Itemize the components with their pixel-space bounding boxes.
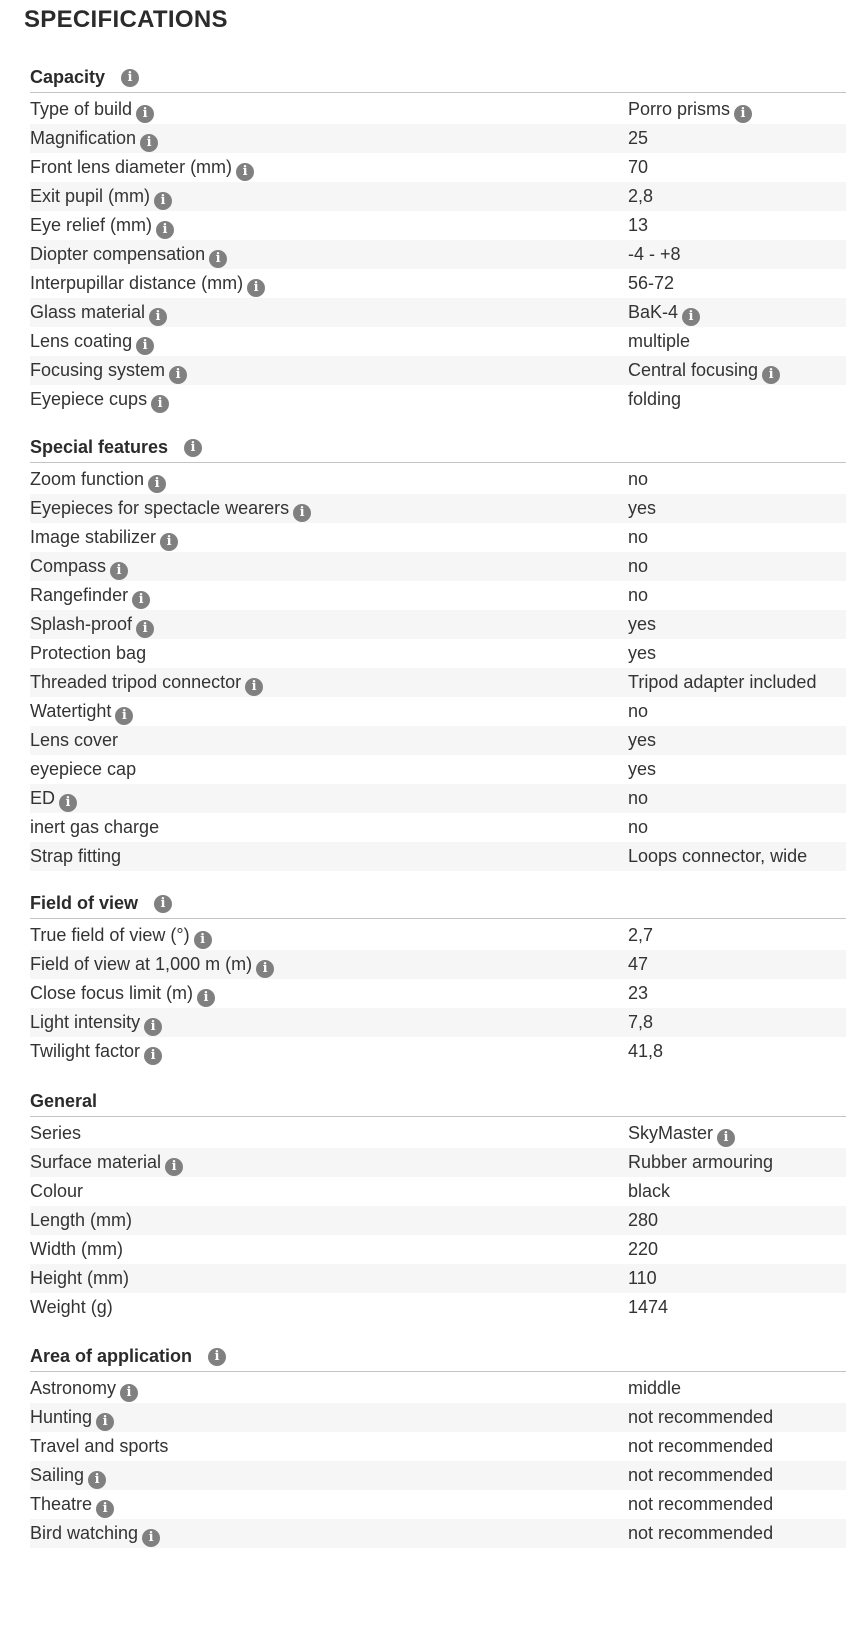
spec-value [628, 983, 648, 1004]
spec-label-text: Astronomy [30, 1378, 117, 1398]
spec-label [30, 1378, 138, 1402]
spec-label-text: Twilight factor [30, 1041, 141, 1061]
spec-value [628, 128, 648, 149]
info-icon[interactable] [142, 1529, 160, 1547]
info-icon[interactable] [154, 895, 172, 913]
spec-row [30, 1293, 846, 1322]
spec-label [30, 1181, 83, 1202]
spec-value-text: not recommended [628, 1436, 774, 1456]
spec-value-text: -4 - +8 [628, 244, 681, 264]
info-icon[interactable] [184, 439, 202, 457]
spec-label [30, 1407, 114, 1431]
spec-value-text: black [628, 1181, 671, 1201]
spec-row [30, 697, 846, 726]
spec-label [30, 186, 172, 210]
spec-label [30, 1494, 114, 1518]
spec-row [30, 465, 846, 494]
info-icon[interactable] [144, 1047, 162, 1065]
spec-value-text: Rubber armouring [628, 1152, 774, 1172]
spec-label-text: Magnification [30, 128, 137, 148]
info-icon[interactable] [245, 678, 263, 696]
spec-row [30, 494, 846, 523]
spec-value [628, 498, 656, 519]
spec-row [30, 240, 846, 269]
spec-row [30, 269, 846, 298]
spec-label-text: Front lens diameter (mm) [30, 157, 233, 177]
spec-value-text: 2,8 [628, 186, 654, 206]
spec-value-text: not recommended [628, 1494, 774, 1514]
spec-value-text: middle [628, 1378, 682, 1398]
spec-value [628, 1268, 657, 1289]
spec-label-text: Watertight [30, 701, 112, 721]
spec-value-text: 23 [628, 983, 649, 1003]
spec-label [30, 469, 166, 493]
spec-value-text: no [628, 585, 649, 605]
spec-value-text: 7,8 [628, 1012, 654, 1032]
info-icon[interactable] [110, 562, 128, 580]
spec-row [30, 610, 846, 639]
spec-label-text: Protection bag [30, 643, 147, 663]
spec-value-text: Loops connector, wide [628, 846, 808, 866]
spec-row [30, 1519, 846, 1548]
spec-value [628, 99, 752, 123]
info-icon[interactable] [293, 504, 311, 522]
spec-value [628, 556, 648, 577]
spec-label [30, 1239, 123, 1260]
spec-label-text: Rangefinder [30, 585, 129, 605]
info-icon[interactable] [136, 337, 154, 355]
spec-value-text: 70 [628, 157, 649, 177]
spec-value-text: 280 [628, 1210, 659, 1230]
spec-label-text: Zoom function [30, 469, 145, 489]
spec-value [628, 157, 648, 178]
spec-value [628, 643, 656, 664]
spec-row [30, 979, 846, 1008]
spec-value [628, 1181, 670, 1202]
spec-row [30, 1206, 846, 1235]
spec-row [30, 1432, 846, 1461]
spec-row [30, 842, 846, 871]
spec-value [628, 1465, 773, 1486]
spec-value [628, 1407, 773, 1428]
spec-label-text: inert gas charge [30, 817, 160, 837]
spec-label [30, 1436, 168, 1457]
spec-label [30, 128, 158, 152]
spec-value [628, 186, 653, 207]
spec-value [628, 360, 780, 384]
spec-label [30, 331, 154, 355]
info-icon[interactable] [144, 1018, 162, 1036]
spec-label-text: Travel and sports [30, 1436, 169, 1456]
spec-value [628, 302, 700, 326]
spec-value [628, 954, 648, 975]
spec-value [628, 1123, 735, 1147]
spec-label [30, 614, 154, 638]
spec-value [628, 389, 681, 410]
spec-label-text: Hunting [30, 1407, 93, 1427]
spec-value [628, 273, 674, 294]
spec-value-text: 47 [628, 954, 649, 974]
spec-section-area-of-application [30, 1345, 846, 1548]
info-icon[interactable] [165, 1158, 183, 1176]
spec-label-text: Focusing system [30, 360, 166, 380]
spec-section-capacity [30, 66, 846, 414]
spec-value-text: Central focusing [628, 360, 759, 380]
spec-value [628, 1523, 773, 1544]
spec-label [30, 157, 254, 181]
spec-value-text: yes [628, 614, 657, 634]
spec-row [30, 921, 846, 950]
spec-row [30, 1148, 846, 1177]
spec-label-text: Width (mm) [30, 1239, 123, 1259]
spec-value-text: yes [628, 759, 657, 779]
spec-value-text: 56-72 [628, 273, 675, 293]
info-icon[interactable] [121, 69, 139, 87]
spec-label [30, 215, 174, 239]
spec-label-text: Theatre [30, 1494, 93, 1514]
spec-label [30, 846, 121, 867]
info-icon[interactable] [247, 279, 265, 297]
spec-value-text: 25 [628, 128, 649, 148]
spec-label-text: Close focus limit (m) [30, 983, 194, 1003]
spec-section-general [30, 1090, 846, 1322]
spec-value [628, 1210, 658, 1231]
spec-label [30, 1465, 106, 1489]
spec-label-text: Length (mm) [30, 1210, 133, 1230]
spec-row [30, 385, 846, 414]
spec-label-text: Compass [30, 556, 107, 576]
spec-label [30, 1041, 162, 1065]
spec-value [628, 1436, 773, 1457]
info-icon[interactable] [209, 250, 227, 268]
info-icon[interactable] [140, 134, 158, 152]
spec-label-text: Lens cover [30, 730, 119, 750]
info-icon[interactable] [236, 163, 254, 181]
spec-label [30, 556, 128, 580]
spec-label [30, 701, 133, 725]
spec-row [30, 356, 846, 385]
spec-row [30, 523, 846, 552]
spec-row [30, 552, 846, 581]
spec-label-text: Height (mm) [30, 1268, 130, 1288]
section-title: Area of application [30, 1346, 193, 1366]
info-icon[interactable] [149, 308, 167, 326]
info-icon[interactable] [762, 366, 780, 384]
spec-label-text: eyepiece cap [30, 759, 137, 779]
section-header [30, 1345, 846, 1372]
spec-label [30, 389, 169, 413]
spec-label [30, 1123, 81, 1144]
section-title: General [30, 1091, 98, 1111]
spec-row [30, 726, 846, 755]
spec-row [30, 1374, 846, 1403]
spec-label-text: Interpupillar distance (mm) [30, 273, 244, 293]
spec-value-text: yes [628, 498, 657, 518]
spec-value-text: no [628, 556, 649, 576]
spec-value [628, 585, 648, 606]
spec-row [30, 1177, 846, 1206]
spec-value-text: SkyMaster [628, 1123, 714, 1143]
spec-row [30, 784, 846, 813]
spec-row [30, 1403, 846, 1432]
spec-label-text: Colour [30, 1181, 84, 1201]
spec-value [628, 331, 690, 352]
spec-label [30, 954, 274, 978]
spec-label-text: Light intensity [30, 1012, 141, 1032]
spec-label [30, 817, 159, 838]
spec-row [30, 1264, 846, 1293]
spec-label [30, 925, 212, 949]
spec-label-text: Eyepieces for spectacle wearers [30, 498, 290, 518]
section-title: Capacity [30, 67, 106, 87]
spec-row [30, 755, 846, 784]
spec-section-field-of-view [30, 892, 846, 1066]
spec-value [628, 527, 648, 548]
spec-row [30, 95, 846, 124]
spec-label [30, 244, 227, 268]
info-icon[interactable] [136, 105, 154, 123]
spec-row [30, 1119, 846, 1148]
spec-value-text: yes [628, 730, 657, 750]
spec-value [628, 925, 653, 946]
spec-label [30, 1297, 113, 1318]
section-title: Special features [30, 437, 169, 457]
spec-label [30, 1268, 129, 1289]
spec-label [30, 527, 178, 551]
spec-section-special-features [30, 436, 846, 871]
spec-value [628, 672, 816, 693]
info-icon[interactable] [169, 366, 187, 384]
spec-value-text: 13 [628, 215, 649, 235]
info-icon[interactable] [717, 1129, 735, 1147]
spec-value [628, 614, 656, 635]
spec-label-text: True field of view (°) [30, 925, 190, 945]
spec-value-text: not recommended [628, 1407, 774, 1427]
spec-label [30, 1210, 132, 1231]
spec-value-text: no [628, 469, 649, 489]
spec-label-text: Glass material [30, 302, 146, 322]
spec-value [628, 215, 648, 236]
spec-label [30, 1012, 162, 1036]
spec-value-text: BaK-4 [628, 302, 679, 322]
spec-label-text: Strap fitting [30, 846, 122, 866]
spec-label-text: Eye relief (mm) [30, 215, 153, 235]
spec-row [30, 813, 846, 842]
spec-row [30, 950, 846, 979]
spec-row [30, 1461, 846, 1490]
spec-label-text: Surface material [30, 1152, 162, 1172]
info-icon[interactable] [96, 1500, 114, 1518]
spec-row [30, 668, 846, 697]
info-icon[interactable] [194, 931, 212, 949]
info-icon[interactable] [208, 1348, 226, 1366]
spec-label [30, 643, 146, 664]
spec-row [30, 182, 846, 211]
info-icon[interactable] [151, 395, 169, 413]
spec-value-text: no [628, 527, 649, 547]
spec-value-text: yes [628, 643, 657, 663]
spec-label-text: Diopter compensation [30, 244, 206, 264]
spec-value [628, 1239, 658, 1260]
spec-value-text: no [628, 817, 649, 837]
spec-row [30, 1008, 846, 1037]
section-header [30, 892, 846, 919]
spec-label [30, 1523, 160, 1547]
spec-label-text: Exit pupil (mm) [30, 186, 151, 206]
spec-label-text: Splash-proof [30, 614, 133, 634]
spec-value-text: 41,8 [628, 1041, 664, 1061]
spec-row [30, 124, 846, 153]
spec-value-text: 110 [628, 1268, 657, 1288]
spec-label [30, 788, 77, 812]
spec-value-text: folding [628, 389, 682, 409]
info-icon[interactable] [132, 591, 150, 609]
spec-label [30, 302, 167, 326]
spec-value [628, 1152, 773, 1173]
spec-label-text: Threaded tripod connector [30, 672, 242, 692]
info-icon[interactable] [136, 620, 154, 638]
spec-row [30, 1490, 846, 1519]
spec-value [628, 701, 648, 722]
spec-label [30, 99, 154, 123]
spec-label [30, 273, 265, 297]
section-header [30, 1090, 846, 1117]
spec-value [628, 469, 648, 490]
info-icon[interactable] [88, 1471, 106, 1489]
info-icon[interactable] [148, 475, 166, 493]
spec-value-text: not recommended [628, 1523, 774, 1543]
info-icon[interactable] [682, 308, 700, 326]
spec-label-text: Eyepiece cups [30, 389, 148, 409]
info-icon[interactable] [256, 960, 274, 978]
spec-value [628, 759, 656, 780]
spec-label-text: Bird watching [30, 1523, 139, 1543]
spec-value-text: multiple [628, 331, 691, 351]
spec-value-text: Tripod adapter included [628, 672, 817, 692]
spec-value [628, 846, 807, 867]
spec-value [628, 1297, 668, 1318]
spec-label-text: Image stabilizer [30, 527, 157, 547]
spec-row [30, 639, 846, 668]
spec-label [30, 672, 263, 696]
info-icon[interactable] [59, 794, 77, 812]
spec-label-text: Series [30, 1123, 82, 1143]
page-title: SPECIFICATIONS [24, 6, 228, 33]
spec-label [30, 585, 150, 609]
spec-row [30, 153, 846, 182]
spec-row [30, 327, 846, 356]
spec-label [30, 498, 311, 522]
spec-row [30, 211, 846, 240]
spec-value [628, 1378, 681, 1399]
spec-label-text: Sailing [30, 1465, 85, 1485]
spec-value [628, 817, 648, 838]
spec-row [30, 298, 846, 327]
spec-row [30, 1235, 846, 1264]
spec-label [30, 360, 187, 384]
spec-value-text: Porro prisms [628, 99, 731, 119]
spec-value [628, 788, 648, 809]
section-header [30, 66, 846, 93]
info-icon[interactable] [197, 989, 215, 1007]
spec-label-text: Lens coating [30, 331, 133, 351]
spec-value-text: 2,7 [628, 925, 654, 945]
spec-label [30, 1152, 183, 1176]
info-icon[interactable] [120, 1384, 138, 1402]
spec-label [30, 759, 136, 780]
info-icon[interactable] [96, 1413, 114, 1431]
spec-value [628, 730, 656, 751]
spec-label-text: Weight (g) [30, 1297, 113, 1317]
spec-value-text: not recommended [628, 1465, 774, 1485]
spec-value-text: 1474 [628, 1297, 669, 1317]
spec-value [628, 1012, 653, 1033]
spec-label-text: ED [30, 788, 56, 808]
spec-row [30, 1037, 846, 1066]
info-icon[interactable] [156, 221, 174, 239]
info-icon[interactable] [734, 105, 752, 123]
spec-value-text: no [628, 701, 649, 721]
spec-value [628, 244, 681, 265]
spec-label [30, 730, 118, 751]
spec-row [30, 581, 846, 610]
spec-value-text: no [628, 788, 649, 808]
spec-value [628, 1494, 773, 1515]
section-title: Field of view [30, 893, 139, 913]
spec-label-text: Field of view at 1,000 m (m) [30, 954, 253, 974]
section-header [30, 436, 846, 463]
info-icon[interactable] [154, 192, 172, 210]
spec-value-text: 220 [628, 1239, 659, 1259]
info-icon[interactable] [160, 533, 178, 551]
info-icon[interactable] [115, 707, 133, 725]
spec-value [628, 1041, 663, 1062]
spec-label [30, 983, 215, 1007]
spec-label-text: Type of build [30, 99, 133, 119]
